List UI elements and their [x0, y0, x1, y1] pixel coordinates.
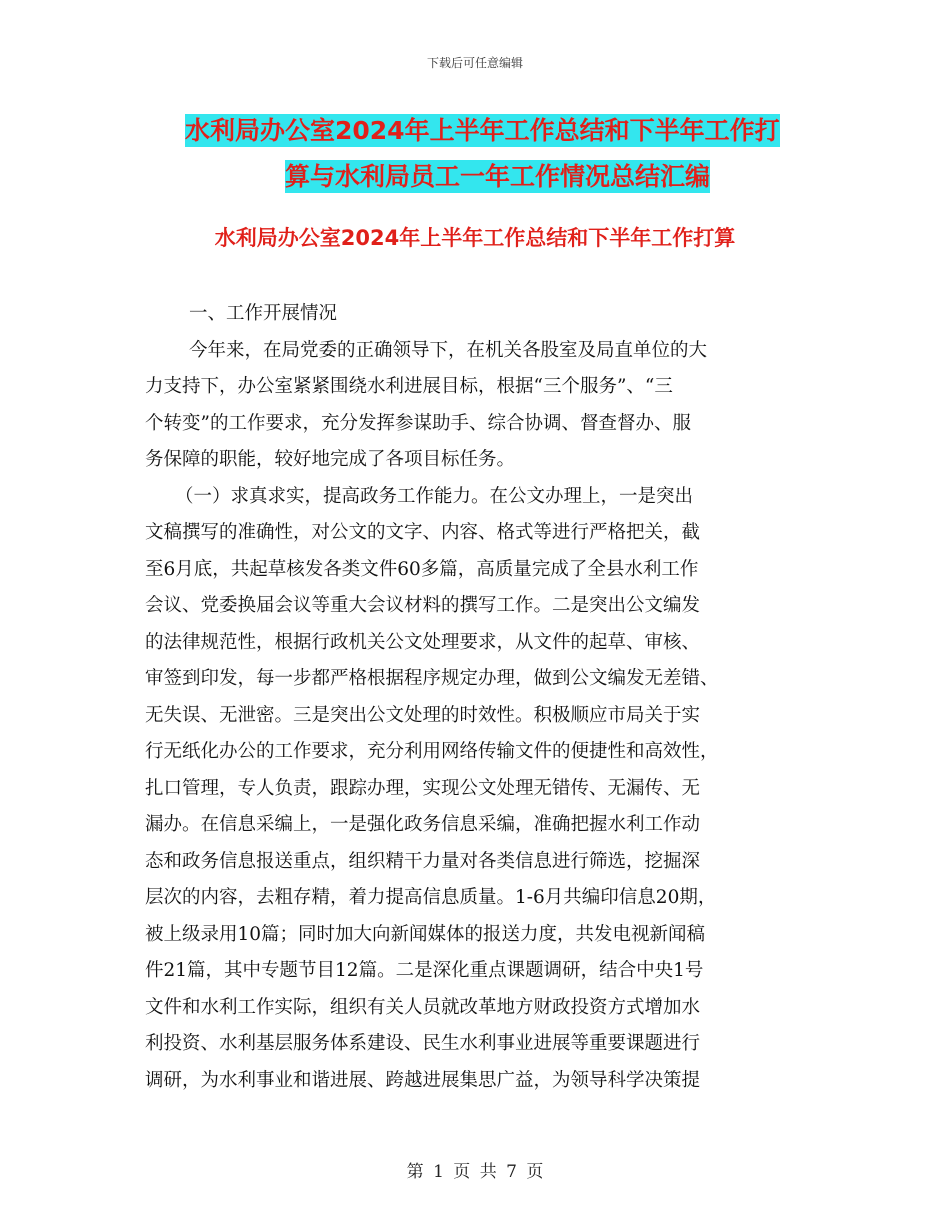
- document-title: [185, 108, 810, 200]
- document-title-line-1: 水利局办公室2024年上半年工作总结和下半年工作打: [185, 116, 780, 145]
- paragraph-line: 行无纸化办公的工作要求，充分利用网络传输文件的便捷性和高效性，: [145, 741, 719, 762]
- paragraph-line: 个转变”的工作要求，充分发挥参谋助手、综合协调、督查督办、服: [145, 412, 691, 434]
- paragraph-line: 力支持下，办公室紧紧围绕水利进展目标，根据“三个服务”、“三: [145, 376, 673, 397]
- paragraph-line: 文稿撰写的准确性，对公文的文字、内容、格式等进行严格把关，截: [145, 522, 701, 543]
- paragraph-line: 的法律规范性，根据行政机关公文处理要求，从文件的起草、审核、: [145, 631, 701, 653]
- paragraph-2: [145, 479, 805, 1100]
- paragraph-line: 调研，为水利事业和谐进展、跨越进展集思广益，为领导科学决策提: [145, 1069, 701, 1091]
- paragraph-line: 会议、党委换届会议等重大会议材料的撰写工作。二是突出公文编发: [145, 595, 701, 616]
- paragraph-line: 被上级录用10篇；同时加大向新闻媒体的报送力度，共发电视新闻稿: [145, 923, 706, 945]
- section-title: 水利局办公室2024年上半年工作总结和下半年工作打算: [214, 226, 736, 250]
- paragraph-line: 今年来，在局党委的正确领导下，在机关各股室及局直单位的大: [189, 339, 708, 361]
- paragraph-line: 利投资、水利基层服务体系建设、民生水利事业进展等重要课题进行: [145, 1033, 701, 1054]
- paragraph-line: 至6月底，共起草核发各类文件60多篇，高质量完成了全县水利工作: [145, 558, 699, 580]
- paragraph-line: 务保障的职能，较好地完成了各项目标任务。: [145, 449, 516, 470]
- document-body: [145, 296, 805, 1099]
- paragraph-line: 文件和水利工作实际，组织有关人员就改革地方财政投资方式增加水: [145, 996, 701, 1018]
- section-heading: 一、工作开展情况: [189, 303, 338, 324]
- paragraph-line: 件21篇，其中专题节目12篇。二是深化重点课题调研，结合中央1号: [145, 960, 704, 981]
- paragraph-1: [145, 333, 805, 479]
- paragraph-line: 层次的内容，去粗存精，着力提高信息质量。1-6月共编印信息20期，: [145, 887, 717, 908]
- document-title-line-2: 算与水利局员工一年工作情况总结汇编: [284, 162, 710, 191]
- paragraph-line: 无失误、无泄密。三是突出公文处理的时效性。积极顺应市局关于实: [145, 704, 701, 726]
- paragraph-line: 态和政务信息报送重点，组织精干力量对各类信息进行筛选，挖掘深: [145, 850, 701, 872]
- paragraph-line: 审签到印发，每一步都严格根据程序规定办理，做到公文编发无差错、: [145, 668, 719, 689]
- paragraph-line: 扎口管理，专人负责，跟踪办理，实现公文处理无错传、无漏传、无: [145, 777, 701, 799]
- paragraph-line: （一）求真求实，提高政务工作能力。在公文办理上，一是突出: [175, 485, 694, 507]
- paragraph-line: 漏办。在信息采编上，一是强化政务信息采编，准确把握水利工作动: [145, 814, 701, 835]
- page-number: 第 1 页 共 7 页: [406, 1162, 544, 1182]
- page-header-note: 下载后可任意编辑: [426, 56, 523, 70]
